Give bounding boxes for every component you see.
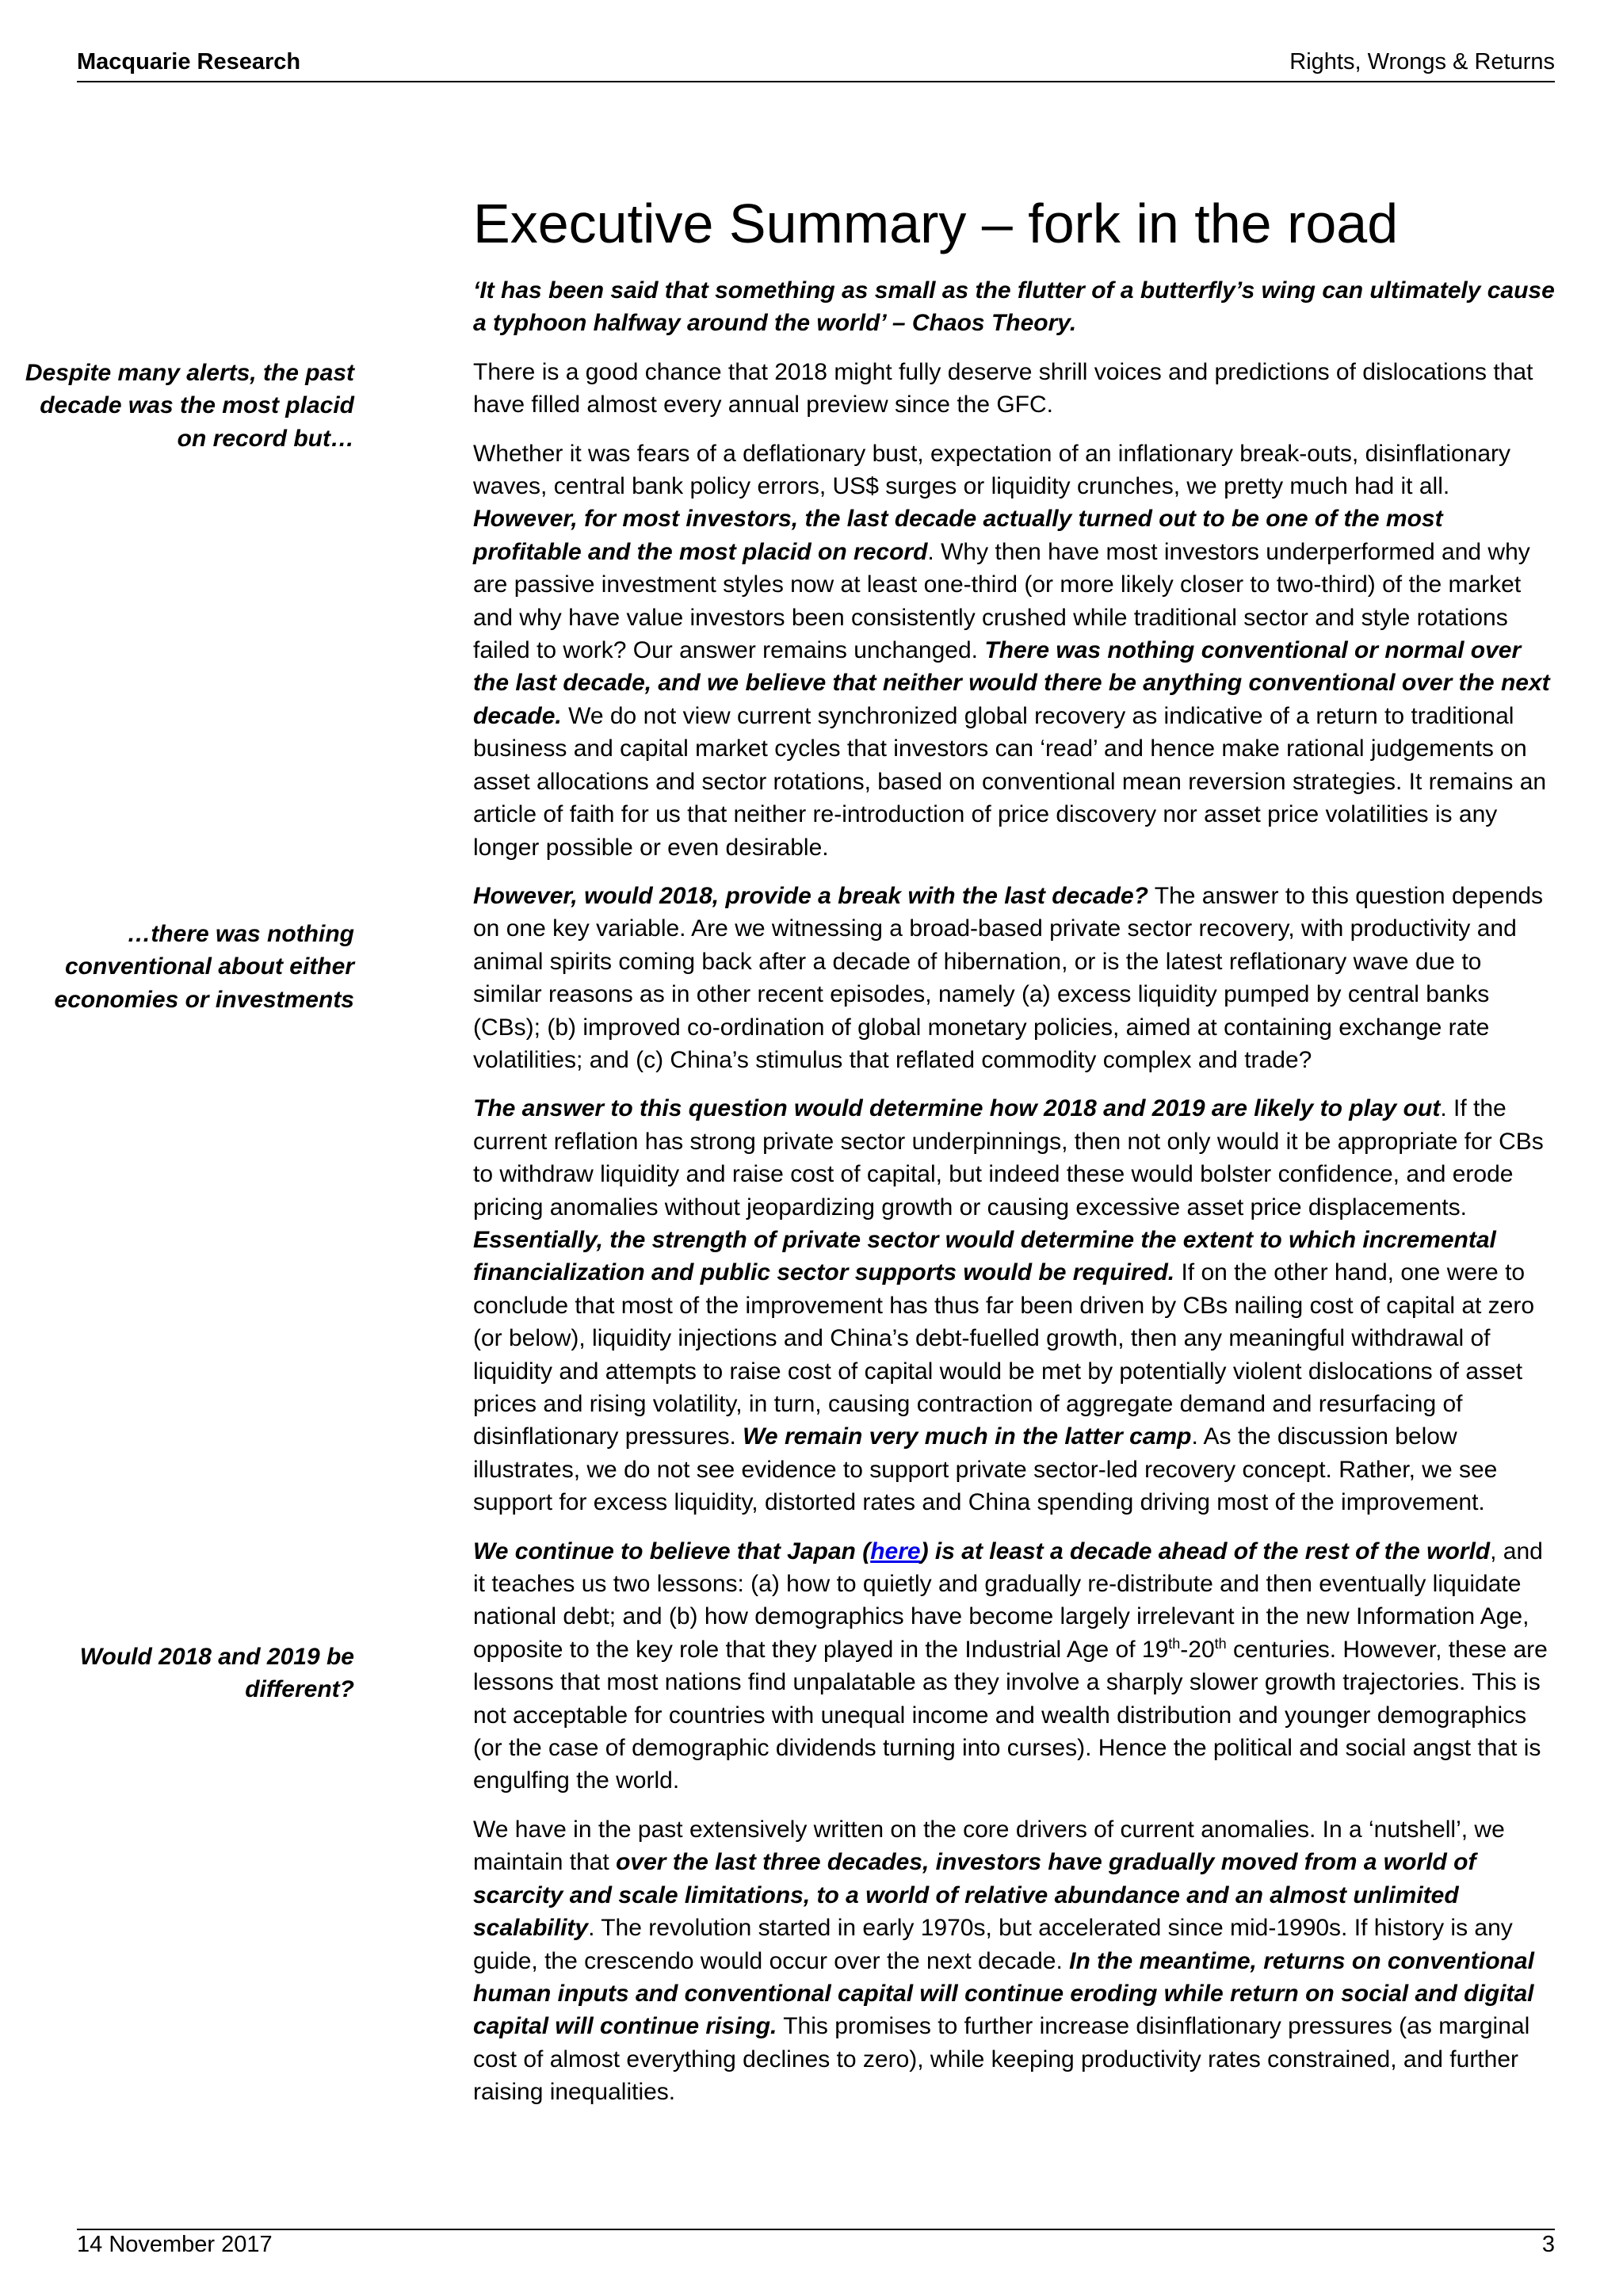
paragraph-1: There is a good chance that 2018 might fully deserve shrill voices and predictions of dislocations that have filled almost every annual preview since the GFC.: [473, 358, 1533, 418]
page-title: Executive Summary – fork in the road: [473, 193, 1399, 254]
sidebar-note-3: Would 2018 and 2019 be different?: [79, 1644, 354, 1703]
header-publisher: Macquarie Research: [77, 49, 301, 74]
page-number: 3: [1541, 2232, 1555, 2257]
paragraph-5: We continue to believe that Japan (here) is at least a decade ahead of the rest of the world, and it teaches us two lessons: (a) how to quietly and gradually re-distribute and then eventually liquidate national debt; and (b) how demographics have become largely irrelevant in the new Information Age, opposite to the key role that they played in the Industrial Age of 19th-20th centuries. However, these are lessons that most nations find unpalatable as they involve a sharply slower growth trajectories. This is not acceptable for countries with unequal income and wealth distribution and younger demographics (or the case of demographic dividends turning into curses). Hence the political and social angst that is engulfing the world.: [473, 1538, 1548, 1794]
body-text: [473, 274, 1555, 2125]
japan-report-link[interactable]: here: [870, 1538, 921, 1564]
opening-quote: ‘It has been said that something as small as the flutter of a butterfly’s wing can ultimately cause a typhoon halfway around the world’ – Chaos Theory.: [473, 277, 1555, 337]
sidebar-note-1: Despite many alerts, the past decade was the most placid on record but…: [25, 360, 354, 452]
paragraph-2: Whether it was fears of a deflationary bust, expectation of an inflationary break-outs, disinflationary waves, central bank policy errors, US$ surges or liquidity crunches, we pretty much had it all. However, for most investors, the last decade actually turned out to be one of the most profitable and the most placid on record. Why then have most investors underperformed and why are passive investment styles now at least one-third (or more likely closer to two-third) of the market and why have value investors been consistently crushed while traditional sector and style rotations failed to work? Our answer remains unchanged. There was nothing conventional or normal over the last decade, and we believe that neither would there be anything conventional over the next decade. We do not view current synchronized global recovery as indicative of a return to traditional business and capital market cycles that investors can ‘read’ and hence make rational judgements on asset allocations and sector rotations, based on conventional mean reversion strategies. It remains an article of faith for us that neither re-introduction of price discovery nor asset price volatilities is any longer possible or even desirable.: [473, 440, 1550, 861]
page-header: [77, 46, 1555, 82]
footer-date: 14 November 2017: [77, 2232, 273, 2257]
page-footer: [77, 2229, 1555, 2257]
header-report-title: Rights, Wrongs & Returns: [1289, 49, 1555, 74]
paragraph-6: We have in the past extensively written on the core drivers of current anomalies. In a ‘nutshell’, we maintain that over the last three decades, investors have gradually moved from a world of scarcity and scale limitations, to a world of relative abundance and an almost unlimited scalability. The revolution started in early 1970s, but accelerated since mid-1990s. If history is any guide, the crescendo would occur over the next decade. In the meantime, returns on conventional human inputs and conventional capital will continue eroding while return on social and digital capital will continue rising. This promises to further increase disinflationary pressures (as marginal cost of almost everything declines to zero), while keeping productivity rates constrained, and further raising inequalities.: [473, 1816, 1534, 2106]
paragraph-4: The answer to this question would determine how 2018 and 2019 are likely to play out. If the current reflation has strong private sector underpinnings, then not only would it be appropriate for CBs to withdraw liquidity and raise cost of capital, but indeed these would bolster confidence, and erode pricing anomalies without jeopardizing growth or causing excessive asset price displacements. Essentially, the strength of private sector would determine the extent to which incremental financialization and public sector supports would be required. If on the other hand, one were to conclude that most of the improvement has thus far been driven by CBs nailing cost of capital at zero (or below), liquidity injections and China’s debt-fuelled growth, then any meaningful withdrawal of liquidity and attempts to raise cost of capital would be met by potentially violent dislocations of asset prices and rising volatility, in turn, causing contraction of aggregate demand and resurfacing of disinflationary pressures. We remain very much in the latter camp. As the discussion below illustrates, we do not see evidence to support private sector-led recovery concept. Rather, we see support for excess liquidity, distorted rates and China spending driving most of the improvement.: [473, 1095, 1544, 1516]
sidebar-note-2: …there was nothing conventional about either economies or investments: [54, 921, 354, 1013]
paragraph-3: However, would 2018, provide a break with the last decade? The answer to this question depends on one key variable. Are we witnessing a broad-based private sector recovery, with productivity and animal spirits coming back after a decade of hibernation, or is the latest reflationary wave due to similar reasons as in other recent episodes, namely (a) excess liquidity pumped by central banks (CBs); (b) improved co-ordination of global monetary policies, aimed at containing exchange rate volatilities; and (c) China’s stimulus that reflated commodity complex and trade?: [473, 882, 1544, 1073]
